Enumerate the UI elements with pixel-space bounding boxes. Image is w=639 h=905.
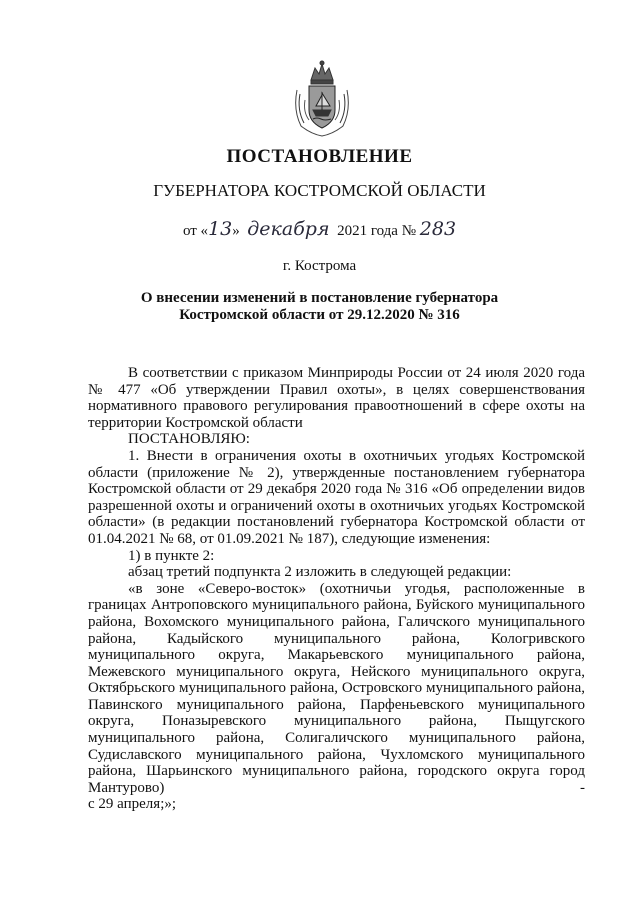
quoted-zone-paragraph [88,581,585,797]
item-1-paragraph: 1. Внести в ограничения охоты в охотничьих угодьях Костромской области (приложение № 2), утвержденные постановлением губернатора Костромской области от 29 декабря 2020 года № 316 «Об определении видов разрешенной охоты и ограничений охоты в охотничьих угодьях Костромской области» (в редакции постановлений губернатора Костромской области от 01.04.2021 № 68, от 01.09.2021 № 187), следующие изменения: [88,447,585,547]
subitem-1: 1) в пункте 2: [128,547,215,564]
date-prefix: от « [182,223,209,239]
decree-word: ПОСТАНОВЛЯЮ: [128,431,250,448]
city: г. Кострома [282,258,357,274]
subject-line-2: Костромской области от 29.12.2020 № 316 [179,307,460,323]
quoted-zone-text: «в зоне «Северо-восток» (охотничьи угодья, расположенные в границах Антроповского муниципального района, Буйского муниципального района, Вохомского муниципального района, Галичского муниципального района, Кадыйского муниципального района, Кологривского муниципального округа, Макарьевского муниципального района, Межевского муниципального округа, Нейского муниципального округа, Октябрьского муниципального района, Островского муниципального района, Павинского муниципального района, Парфеньевского муниципального округа, Поназыревского муниципального района, Пыщугского муниципального района, Солигаличского муниципального района, Судиславского муниципального района, Чухломского муниципального района, Шарьинского муниципального района, городского округа город Мантурово) [88,580,585,796]
document-issuer: ГУБЕРНАТОРА КОСТРОМСКОЙ ОБЛАСТИ [153,181,486,200]
handwritten-month: декабря [247,218,330,240]
handwritten-number: 283 [419,218,457,240]
document-subject [0,290,639,324]
date-mid: » [232,223,240,239]
document-title: ПОСТАНОВЛЕНИЕ [226,146,413,167]
quoted-zone-dash: - [580,779,585,796]
date-year: 2021 года № [337,223,417,239]
quoted-zone-end: с 29 апреля;»; [88,796,177,813]
preamble-paragraph: В соответствии с приказом Минприроды России от 24 июля 2020 года № 477 «Об утверждении Правил охоты», в целях совершенствования нормативного правового регулирования правоотношений в сфере охоты на территории Костромской области [88,365,585,431]
subject-line-1: О внесении изменений в постановление губернатора [140,290,499,306]
document-body [88,365,585,813]
paragraph-3-instruction: абзац третий подпункта 2 изложить в следующей редакции: [128,564,512,581]
handwritten-day: 13 [208,218,233,240]
date-number-line [0,218,639,240]
coat-of-arms-emblem [291,60,353,138]
